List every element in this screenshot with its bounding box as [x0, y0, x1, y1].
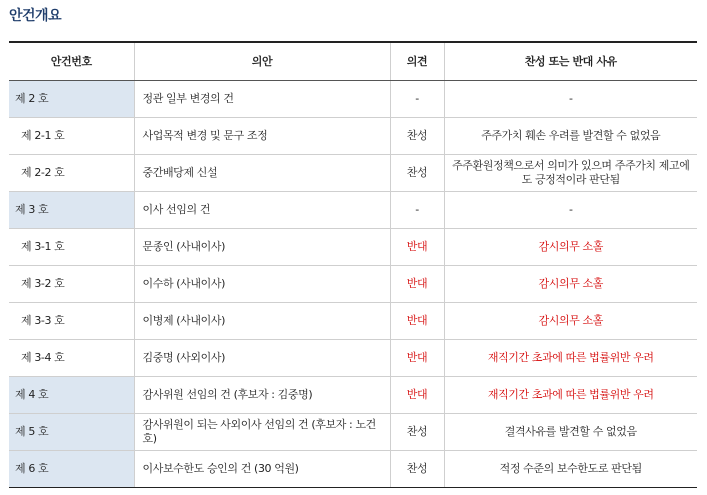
opinion: 반대 — [390, 376, 444, 413]
agenda-title: 중간배당제 신설 — [134, 154, 390, 191]
table-row — [9, 80, 697, 117]
agenda-title: 정관 일부 변경의 건 — [134, 80, 390, 117]
opinion: 찬성 — [390, 154, 444, 191]
agenda-title: 이사 선임의 건 — [134, 191, 390, 228]
header-agenda-number: 안건번호 — [9, 42, 134, 80]
table-row — [9, 450, 697, 487]
agenda-number: 제 3-1 호 — [9, 228, 134, 265]
agenda-number: 제 2 호 — [9, 80, 134, 117]
table-row — [9, 376, 697, 413]
agenda-number: 제 3-4 호 — [9, 339, 134, 376]
reason: 결격사유를 발견할 수 없었음 — [444, 413, 697, 450]
agenda-title: 이병제 (사내이사) — [134, 302, 390, 339]
agenda-number: 제 2-1 호 — [9, 117, 134, 154]
reason: 적정 수준의 보수한도로 판단됨 — [444, 450, 697, 487]
header-reason: 찬성 또는 반대 사유 — [444, 42, 697, 80]
agenda-title: 이수하 (사내이사) — [134, 265, 390, 302]
table-row — [9, 339, 697, 376]
reason: 감시의무 소홀 — [444, 302, 697, 339]
reason: 주주가치 훼손 우려를 발견할 수 없었음 — [444, 117, 697, 154]
agenda-number: 제 4 호 — [9, 376, 134, 413]
header-agenda: 의안 — [134, 42, 390, 80]
reason: 재직기간 초과에 따른 법률위반 우려 — [444, 339, 697, 376]
agenda-number: 제 5 호 — [9, 413, 134, 450]
agenda-title: 김중명 (사외이사) — [134, 339, 390, 376]
agenda-number: 제 3-3 호 — [9, 302, 134, 339]
agenda-number: 제 6 호 — [9, 450, 134, 487]
reason: - — [444, 191, 697, 228]
opinion: 반대 — [390, 265, 444, 302]
opinion: 찬성 — [390, 413, 444, 450]
table-row — [9, 413, 697, 450]
reason: 감시의무 소홀 — [444, 265, 697, 302]
reason: 재직기간 초과에 따른 법률위반 우려 — [444, 376, 697, 413]
opinion: - — [390, 191, 444, 228]
opinion: 찬성 — [390, 450, 444, 487]
table-header-row — [9, 42, 697, 80]
table-row — [9, 191, 697, 228]
agenda-title: 감사위원 선임의 건 (후보자 : 김중명) — [134, 376, 390, 413]
table-row — [9, 117, 697, 154]
reason: 주주환원정책으로서 의미가 있으며 주주가치 제고에도 긍정적이라 판단됨 — [444, 154, 697, 191]
table-row — [9, 228, 697, 265]
opinion: 찬성 — [390, 117, 444, 154]
agenda-title: 이사보수한도 승인의 건 (30 억원) — [134, 450, 390, 487]
agenda-number: 제 2-2 호 — [9, 154, 134, 191]
table-row — [9, 154, 697, 191]
reason: 감시의무 소홀 — [444, 228, 697, 265]
agenda-number: 제 3 호 — [9, 191, 134, 228]
page-title: 안건개요 — [9, 8, 62, 24]
opinion: - — [390, 80, 444, 117]
agenda-table — [9, 41, 697, 488]
opinion: 반대 — [390, 339, 444, 376]
table-row — [9, 302, 697, 339]
opinion: 반대 — [390, 302, 444, 339]
agenda-title: 사업목적 변경 및 문구 조정 — [134, 117, 390, 154]
header-opinion: 의견 — [390, 42, 444, 80]
agenda-title: 감사위원이 되는 사외이사 선임의 건 (후보자 : 노건호) — [134, 413, 390, 450]
reason: - — [444, 80, 697, 117]
agenda-title: 문종인 (사내이사) — [134, 228, 390, 265]
agenda-number: 제 3-2 호 — [9, 265, 134, 302]
opinion: 반대 — [390, 228, 444, 265]
table-row — [9, 265, 697, 302]
